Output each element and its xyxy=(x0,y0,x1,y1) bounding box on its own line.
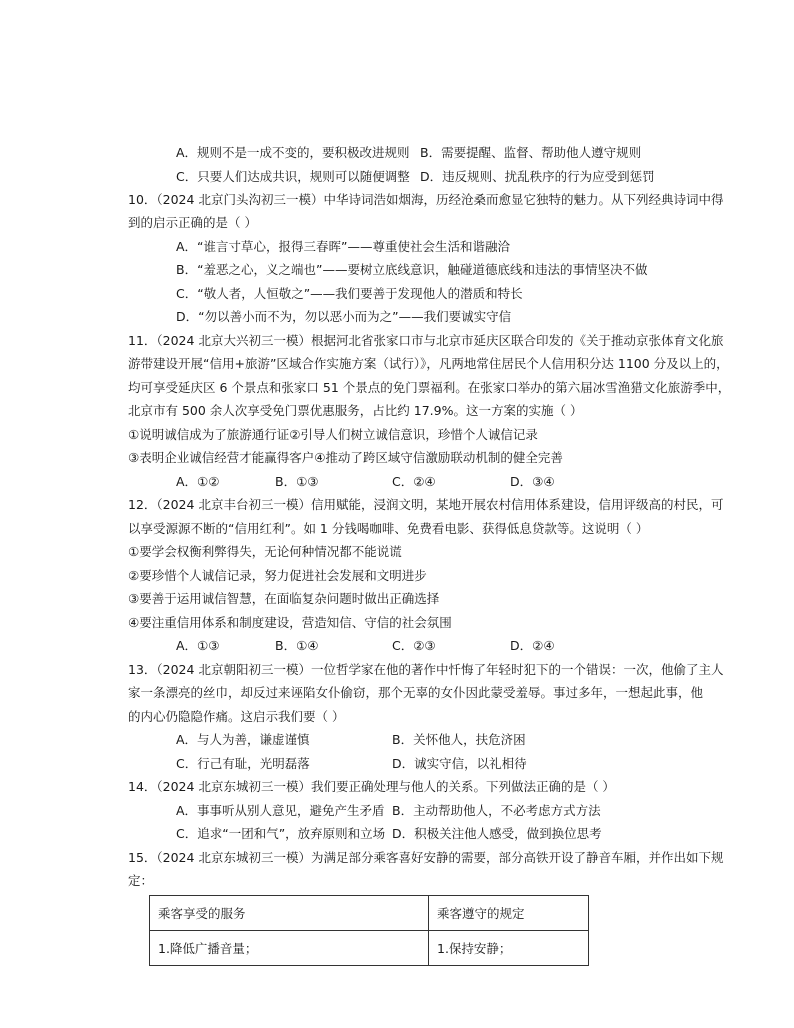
table-header-cell: 乘客遵守的规定 xyxy=(429,896,589,931)
question-11-stem: 11．（2024 北京大兴初三一模）根据河北省张家口市与北京市延庆区联合印发的《关于推动京张体育文化旅 xyxy=(128,333,724,348)
question-10-stem: 10．（2024 北京门头沟初三一模）中华诗词浩如烟海，历经沧桑而愈显它独特的魅力。从下列经典诗词中得 xyxy=(128,192,724,207)
question-13-stem-cont-2: 的内心仍隐隐作痛。这启示我们要（ ） xyxy=(128,709,345,724)
table-header-row xyxy=(150,896,589,931)
question-10-option-b: B．“羞恶之心，义之端也”——要树立底线意识，触碰道德底线和违法的事情坚决不做 xyxy=(176,262,648,277)
question-11-stem-cont-1: 游带建设开展“信用+旅游”区域合作实施方案（试行）》，凡两地常住居民个人信用积分达 1100 分及以上的， xyxy=(128,356,729,371)
option-d: D．违反规则、扰乱秩序的行为应受到惩罚 xyxy=(420,169,655,184)
option-a: A．①③ xyxy=(176,638,220,653)
question-12-stem: 12．（2024 北京丰台初三一模）信用赋能，浸润文明，某地开展农村信用体系建设，信用评级高的村民，可 xyxy=(128,497,724,512)
question-10-option-d: D．“勿以善小而不为，勿以恶小而为之”——我们要诚实守信 xyxy=(176,309,512,324)
option-b: B．关怀他人，扶危济困 xyxy=(392,732,526,747)
question-10-option-a: A．“谁言寸草心，报得三春晖”——尊重使社会生活和谐融洽 xyxy=(176,239,511,254)
option-d: D．③④ xyxy=(510,474,555,489)
option-c: C．追求“一团和气”，放弃原则和立场 xyxy=(176,826,386,841)
question-12-statement-3: ③要善于运用诚信智慧，在面临复杂问题时做出正确选择 xyxy=(128,591,440,606)
question-10-option-c: C．“敬人者，人恒敬之”——我们要善于发现他人的潜质和特长 xyxy=(176,286,523,301)
question-12-statement-4: ④要注重信用体系和制度建设，营造知信、守信的社会氛围 xyxy=(128,615,452,630)
option-a: A．规则不是一成不变的，要积极改进规则 xyxy=(176,145,410,160)
question-11-stem-cont-3: 北京市有 500 余人次享受免门票优惠服务，占比约 17.9%。这一方案的实施（ ） xyxy=(128,403,583,418)
option-c: C．②③ xyxy=(392,638,436,653)
question-15-stem: 15．（2024 北京东城初三一模）为满足部分乘客喜好安静的需要，部分高铁开设了静音车厢，并作出如下规 xyxy=(128,850,724,865)
question-11-stem-cont-2: 均可享受延庆区 6 个景点和张家口 51 个景点的免门票福利。在张家口举办的第六届冰雪渔猎文化旅游季中， xyxy=(128,380,731,395)
option-a: A．与人为善，谦虚谨慎 xyxy=(176,732,310,747)
question-12-statement-1: ①要学会权衡利弊得失，无论何种情况都不能说谎 xyxy=(128,544,402,559)
option-c: C．②④ xyxy=(392,474,436,489)
table-header-cell: 乘客享受的服务 xyxy=(150,896,429,931)
question-10-stem-cont: 到的启示正确的是（ ） xyxy=(128,215,257,230)
option-b: B．主动帮助他人，不必考虑方式方法 xyxy=(392,803,601,818)
option-b: B．①④ xyxy=(275,638,319,653)
question-12-stem-cont: 以享受源源不断的“信用红利”。如 1 分钱喝咖啡、免费看电影、获得低息贷款等。这说明（ ） xyxy=(128,521,649,536)
question-14-stem: 14．（2024 北京东城初三一模）我们要正确处理与他人的关系。下列做法正确的是（ ） xyxy=(128,779,615,794)
option-c: C．行己有耻，光明磊落 xyxy=(176,756,310,771)
option-d: D．诚实守信，以礼相待 xyxy=(392,756,527,771)
question-13-stem-cont-1: 家一条漂亮的丝巾，却反过来诬陷女仆偷窃，那个无辜的女仆因此蒙受羞辱。事过多年，一想起此事，他 xyxy=(128,685,704,700)
option-d: D．积极关注他人感受，做到换位思考 xyxy=(392,826,602,841)
option-d: D．②④ xyxy=(510,638,555,653)
option-a: A．事事听从别人意见，避免产生矛盾 xyxy=(176,803,385,818)
option-a: A．①② xyxy=(176,474,220,489)
question-11-statements-1: ①说明诚信成为了旅游通行证②引导人们树立诚信意识，珍惜个人诚信记录 xyxy=(128,427,538,442)
option-b: B．需要提醒、监督、帮助他人遵守规则 xyxy=(420,145,642,160)
table-cell: 1.降低广播音量； xyxy=(150,931,429,966)
option-c: C．只要人们达成共识，规则可以随便调整 xyxy=(176,169,410,184)
question-13-stem: 13．（2024 北京朝阳初三一模）一位哲学家在他的著作中忏悔了年轻时犯下的一个错误：一次，他偷了主人 xyxy=(128,662,724,677)
question-11-statements-2: ③表明企业诚信经营才能赢得客户④推动了跨区域守信激励联动机制的健全完善 xyxy=(128,450,563,465)
question-12-statement-2: ②要珍惜个人诚信记录，努力促进社会发展和文明进步 xyxy=(128,568,427,583)
table-cell: 1.保持安静； xyxy=(429,931,589,966)
table-row xyxy=(150,931,589,966)
rules-table xyxy=(149,895,589,966)
question-15-stem-cont: 定： xyxy=(128,873,154,888)
option-b: B．①③ xyxy=(275,474,319,489)
